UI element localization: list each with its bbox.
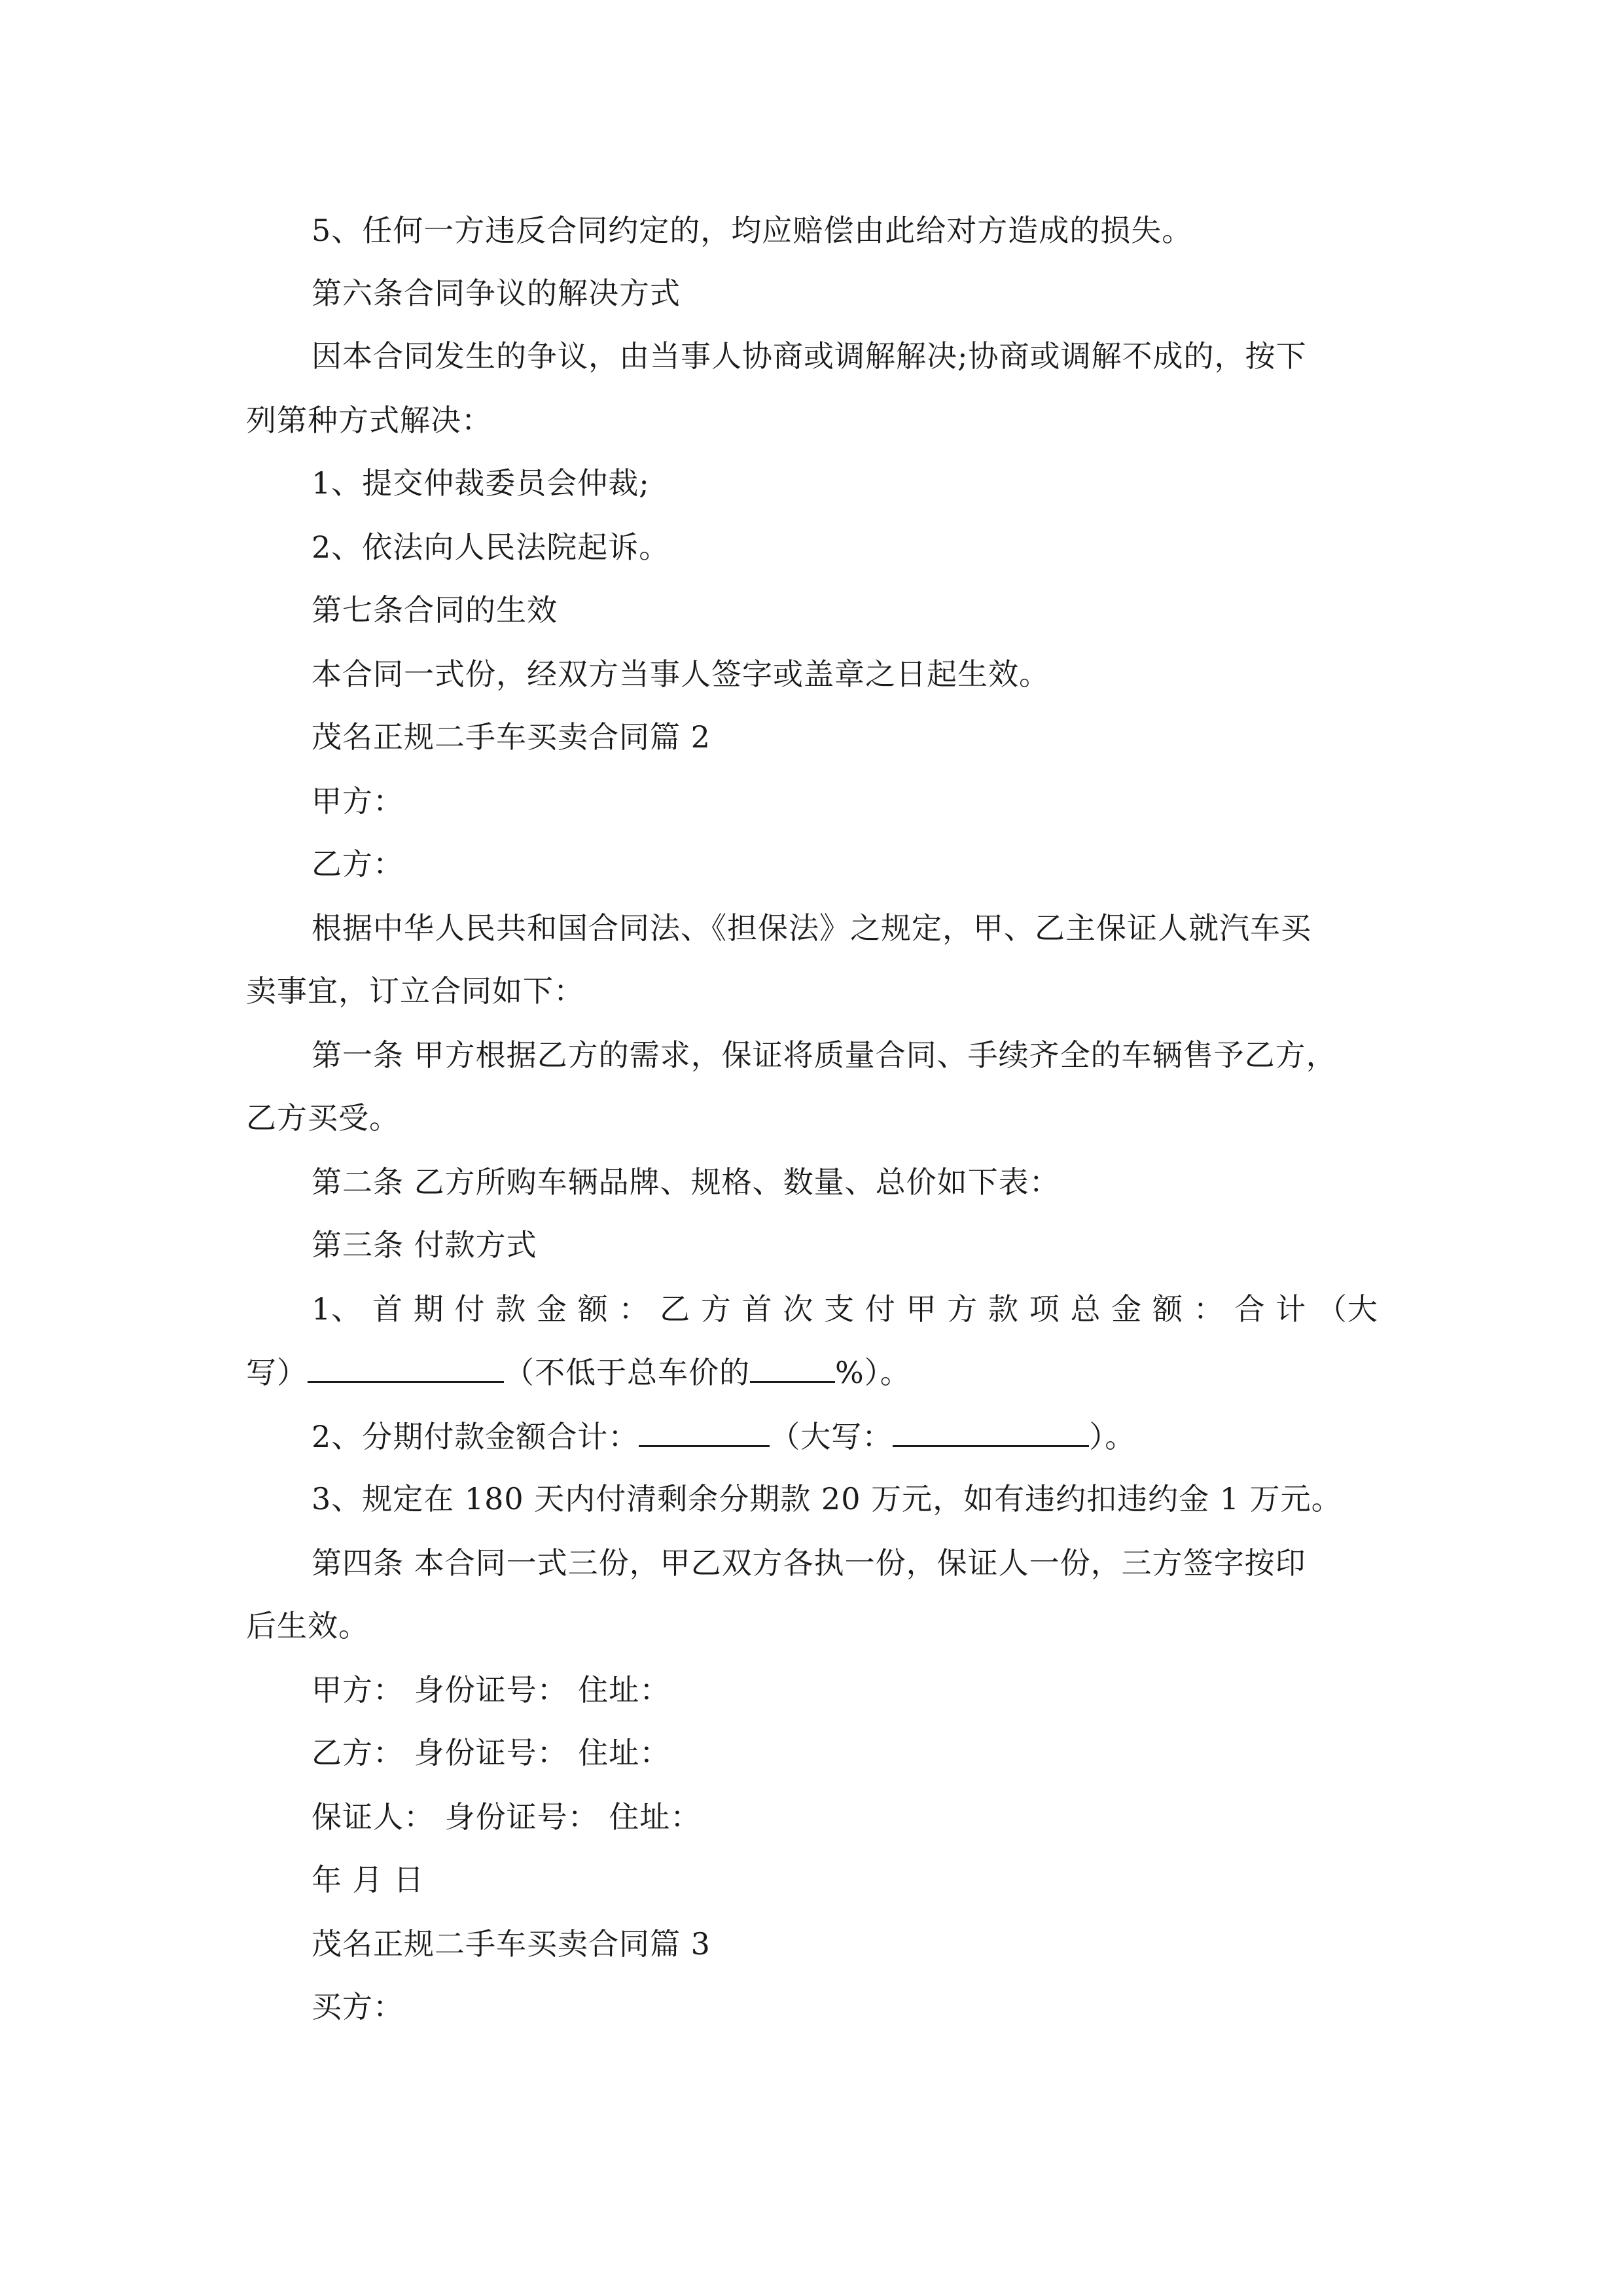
- fi-char: 额: [577, 1291, 609, 1327]
- fi-char: ：: [1193, 1291, 1224, 1327]
- dispute-paragraph-line-1: 因本合同发生的争议，由当事人协商或调解解决;协商或调解不成的，按下: [312, 338, 1307, 374]
- fi-char: 额: [1152, 1291, 1183, 1327]
- option-court: 2、依法向人民法院起诉。: [312, 529, 670, 565]
- preamble-line-2: 卖事宜，订立合同如下：: [246, 973, 584, 1009]
- fi-char: 付: [454, 1291, 486, 1327]
- fi-char: 合: [1234, 1291, 1266, 1327]
- article-1-line-1: 第一条 甲方根据乙方的需求，保证将质量合同、手续齐全的车辆售予乙方，: [312, 1037, 1337, 1073]
- fi-char: 计: [1275, 1291, 1307, 1327]
- clause-5-breach: 5、任何一方违反合同约定的，均应赔偿由此给对方造成的损失。: [312, 213, 1193, 248]
- buyer-label: 买方：: [312, 1989, 404, 2024]
- fi-char: 付: [865, 1291, 896, 1327]
- it-middle: （大写：: [770, 1419, 893, 1454]
- installment-amount-blank: [639, 1416, 770, 1447]
- fi-char: 1、: [312, 1291, 363, 1327]
- effectiveness-paragraph: 本合同一式份，经双方当事人签字或盖章之日起生效。: [312, 656, 1050, 692]
- fi-char: 甲: [906, 1291, 937, 1327]
- article-7-heading: 第七条合同的生效: [312, 592, 558, 628]
- fi-char: （大: [1316, 1291, 1378, 1327]
- option-arbitration: 1、提交仲裁委员会仲裁;: [312, 465, 650, 501]
- fi-char: 金: [536, 1291, 567, 1327]
- fi-cont-prefix: 写）: [246, 1355, 308, 1390]
- signature-party-a: 甲方： 身份证号： 住址：: [312, 1672, 671, 1708]
- it-prefix: 2、分期付款金额合计：: [312, 1419, 639, 1454]
- fi-char: 方: [700, 1291, 732, 1327]
- amount-blank: [308, 1352, 504, 1383]
- fi-char: 款: [988, 1291, 1020, 1327]
- first-installment-line-1: [312, 1289, 1378, 1329]
- clause-3-deadline: 3、规定在 180 天内付清剩余分期款 20 万元，如有违约扣违约金 1 万元。: [312, 1481, 1342, 1516]
- fi-cont-suffix: %）。: [835, 1355, 911, 1390]
- article-3-heading: 第三条 付款方式: [312, 1227, 537, 1263]
- fi-char: 首: [741, 1291, 773, 1327]
- preamble-line-1: 根据中华人民共和国合同法、《担保法》之规定，甲、乙主保证人就汽车买: [312, 910, 1311, 946]
- fi-char: 方: [947, 1291, 978, 1327]
- signature-party-b: 乙方： 身份证号： 住址：: [312, 1735, 671, 1770]
- article-2: 第二条 乙方所购车辆品牌、规格、数量、总价如下表：: [312, 1164, 1060, 1200]
- signature-date: 年 月 日: [312, 1862, 425, 1897]
- article-4-line-2: 后生效。: [246, 1608, 369, 1643]
- fi-char: 总: [1070, 1291, 1101, 1327]
- fi-char: 乙: [660, 1291, 691, 1327]
- contract-2-title: 茂名正规二手车买卖合同篇 2: [312, 719, 711, 755]
- article-4-line-1: 第四条 本合同一式三份，甲乙双方各执一份，保证人一份，三方签字按印: [312, 1545, 1306, 1581]
- contract-3-title: 茂名正规二手车买卖合同篇 3: [312, 1926, 711, 1962]
- fi-char: 项: [1029, 1291, 1060, 1327]
- fi-cont-middle: （不低于总车价的: [504, 1355, 750, 1390]
- fi-char: 首: [372, 1291, 404, 1327]
- fi-char: 款: [495, 1291, 527, 1327]
- article-6-heading: 第六条合同争议的解决方式: [312, 276, 681, 311]
- party-b-label: 乙方：: [312, 846, 404, 882]
- it-suffix: ）。: [1089, 1419, 1136, 1454]
- fi-char: ：: [618, 1291, 650, 1327]
- dispute-paragraph-line-2: 列第种方式解决：: [246, 403, 492, 438]
- party-a-label: 甲方：: [312, 783, 404, 819]
- installment-words-blank: [893, 1416, 1089, 1447]
- fi-char: 支: [824, 1291, 855, 1327]
- installments-total-line: [312, 1416, 1135, 1456]
- fi-char: 次: [783, 1291, 814, 1327]
- fi-char: 期: [413, 1291, 444, 1327]
- signature-guarantor: 保证人： 身份证号： 住址：: [312, 1799, 702, 1835]
- fi-char: 金: [1111, 1291, 1143, 1327]
- article-1-line-2: 乙方买受。: [246, 1100, 400, 1136]
- percent-blank: [750, 1352, 835, 1383]
- first-installment-line-2: [246, 1352, 911, 1392]
